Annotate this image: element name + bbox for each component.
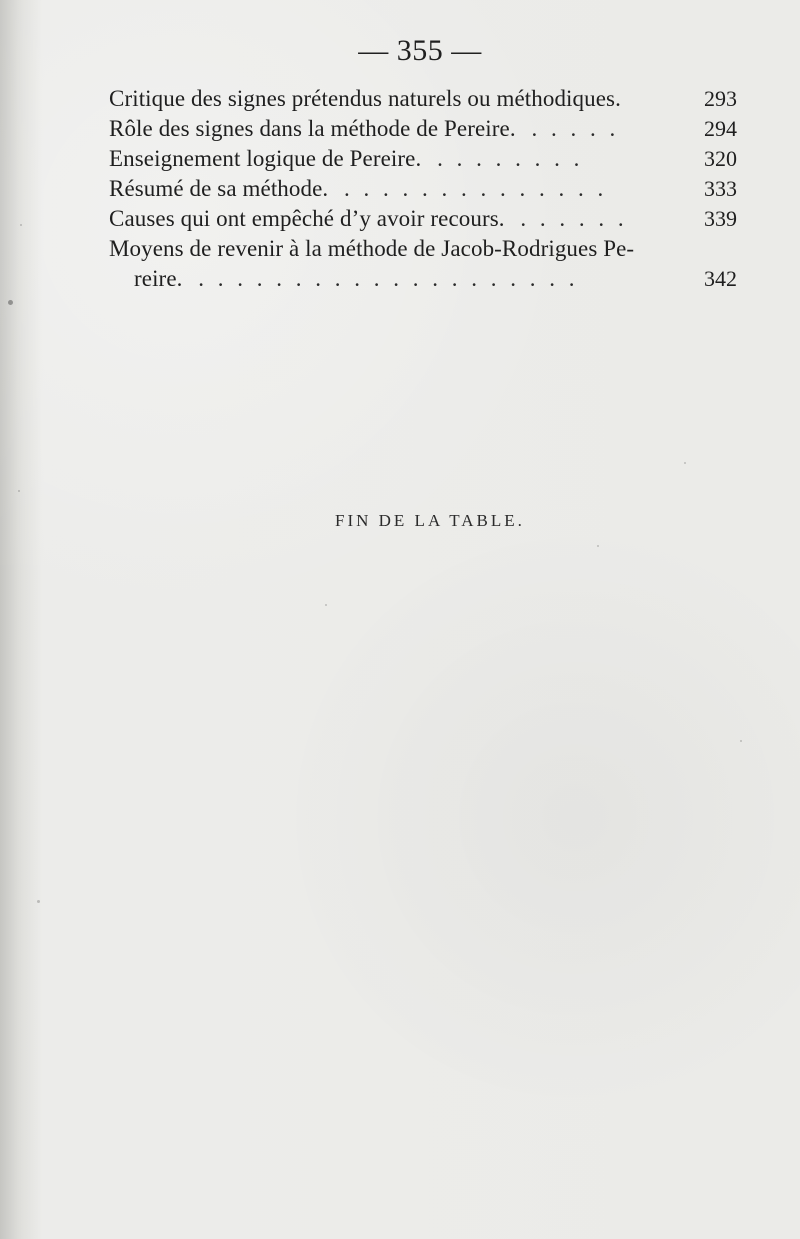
toc-entry-page: 320 xyxy=(704,146,737,171)
toc-dot-leader: . . . . . . . . . . . . . . xyxy=(344,176,608,201)
toc-entry-title: Rôle des signes dans la méthode de Pereire. xyxy=(109,116,516,141)
toc-dot-leader: . . . . . xyxy=(531,116,620,141)
toc-entry-continuation-line xyxy=(109,264,737,294)
paper-speck xyxy=(325,604,327,606)
paper-speck xyxy=(37,900,40,903)
toc-entry-page: 333 xyxy=(704,176,737,201)
toc-entry-line xyxy=(109,114,737,144)
paper-speck xyxy=(597,545,599,547)
toc-entry-title: Moyens de revenir à la méthode de Jacob-Rodrigues Pe- xyxy=(109,236,635,261)
toc-entry-page: 342 xyxy=(704,266,737,291)
toc-dot-leader: . . . . . . . . . . . . . . . . . . . . xyxy=(198,266,579,291)
toc-entry-title: Critique des signes prétendus naturels ou méthodiques. xyxy=(109,86,621,111)
toc-entry-role-des-signes xyxy=(109,114,737,144)
toc-dot-leader: . . . . . . xyxy=(520,206,628,231)
toc-entry-page: 294 xyxy=(704,116,737,141)
page-shadow xyxy=(0,0,42,1239)
page-number: — 355 — xyxy=(358,34,482,67)
paper-speck xyxy=(8,300,13,305)
end-of-table-note: FIN DE LA TABLE. xyxy=(335,511,525,530)
paper-speck xyxy=(740,740,742,742)
toc-entry-line xyxy=(109,234,737,264)
toc-entry-page: 339 xyxy=(704,206,737,231)
toc-entry-title: Causes qui ont empêché d’y avoir recours. xyxy=(109,206,505,231)
toc-entry-critique-des-signes xyxy=(109,84,737,114)
toc-entry-line xyxy=(109,144,737,174)
toc-entry-title: Enseignement logique de Pereire. xyxy=(109,146,422,171)
paper-speck xyxy=(18,490,20,492)
toc-dot-leader: . . . . . . . . xyxy=(437,146,584,171)
toc-entry-title-continuation: reire. xyxy=(134,266,183,291)
paper-speck xyxy=(20,224,22,226)
toc-entry-line xyxy=(109,204,737,234)
toc-entry-enseignement-logique xyxy=(109,144,737,174)
paper-speck xyxy=(684,462,686,464)
toc-entry-causes xyxy=(109,204,737,234)
toc-entry-moyens-de-revenir xyxy=(109,234,737,294)
toc-entry-line xyxy=(109,174,737,204)
toc-entry-page: 293 xyxy=(704,86,737,111)
toc-entry-line xyxy=(109,84,737,114)
toc-entry-title: Résumé de sa méthode. xyxy=(109,176,329,201)
table-of-contents xyxy=(109,84,737,294)
toc-entry-resume xyxy=(109,174,737,204)
